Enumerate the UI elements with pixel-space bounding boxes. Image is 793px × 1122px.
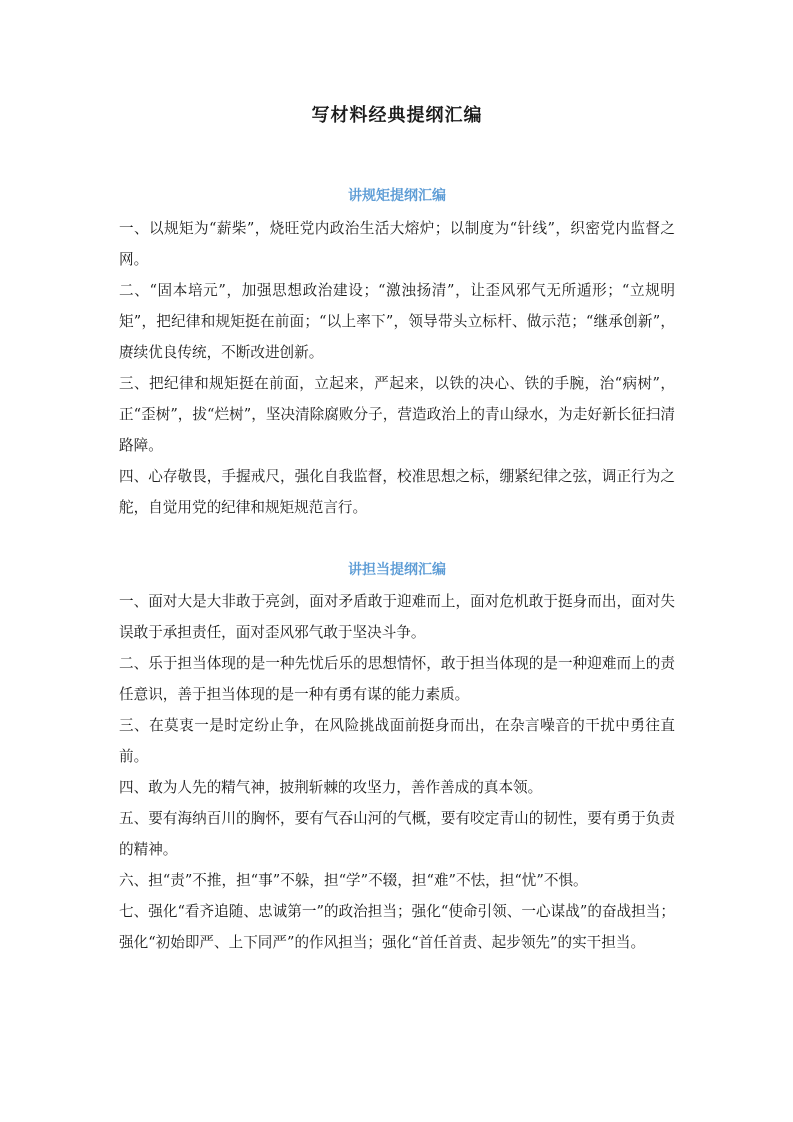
list-item: 四、敢为人先的精气神，披荆斩棘的攻坚力，善作善成的真本领。 [119, 779, 543, 796]
page-title: 写材料经典提纲汇编 [311, 105, 483, 126]
section-heading-responsibility: 讲担当提纲汇编 [348, 562, 446, 578]
section-rules-list [119, 213, 675, 523]
list-item: 五、要有海纳百川的胸怀，要有气吞山河的气概，要有咬定青山的韧性，要有勇于负责的精神。 [119, 810, 675, 858]
list-item: 四、心存敬畏，手握戒尺，强化自我监督，校准思想之标，绷紧纪律之弦，调正行为之舵，自觉用党的纪律和规矩规范言行。 [119, 468, 675, 516]
section-heading-rules: 讲规矩提纲汇编 [348, 188, 446, 204]
list-item: 七、强化“看齐追随、忠诚第一”的政治担当；强化“使命引领、一心谋战”的奋战担当；强化“初始即严、上下同严”的作风担当；强化“首任首责、起步领先”的实干担当。 [119, 903, 675, 951]
list-item: 六、担“责”不推，担“事”不躲，担“学”不辍，担“难”不怯，担“忧”不惧。 [119, 872, 588, 889]
list-item: 三、在莫衷一是时定纷止争，在风险挑战面前挺身而出，在杂言噪音的干扰中勇往直前。 [119, 717, 675, 765]
list-item: 一、面对大是大非敢于亮剑，面对矛盾敢于迎难而上，面对危机敢于挺身而出，面对失误敢于承担责任，面对歪风邪气敢于坚决斗争。 [119, 593, 675, 641]
section-responsibility-list [119, 586, 675, 958]
list-item: 二、“固本培元”，加强思想政治建设；“激浊扬清”，让歪风邪气无所遁形；“立规明矩”，把纪律和规矩挺在前面；“以上率下”，领导带头立标杆、做示范；“继承创新”，赓续优良传统，不断改进创新。 [119, 282, 675, 361]
list-item: 一、以规矩为“薪柴”，烧旺党内政治生活大熔炉；以制度为“针线”，织密党内监督之网。 [119, 220, 675, 268]
list-item: 三、把纪律和规矩挺在前面，立起来，严起来，以铁的决心、铁的手腕，治“病树”，正“歪树”，拔“烂树”，坚决清除腐败分子，营造政治上的青山绿水，为走好新长征扫清路障。 [119, 375, 675, 454]
list-item: 二、乐于担当体现的是一种先忧后乐的思想情怀，敢于担当体现的是一种迎难而上的责任意识，善于担当体现的是一种有勇有谋的能力素质。 [119, 655, 675, 703]
